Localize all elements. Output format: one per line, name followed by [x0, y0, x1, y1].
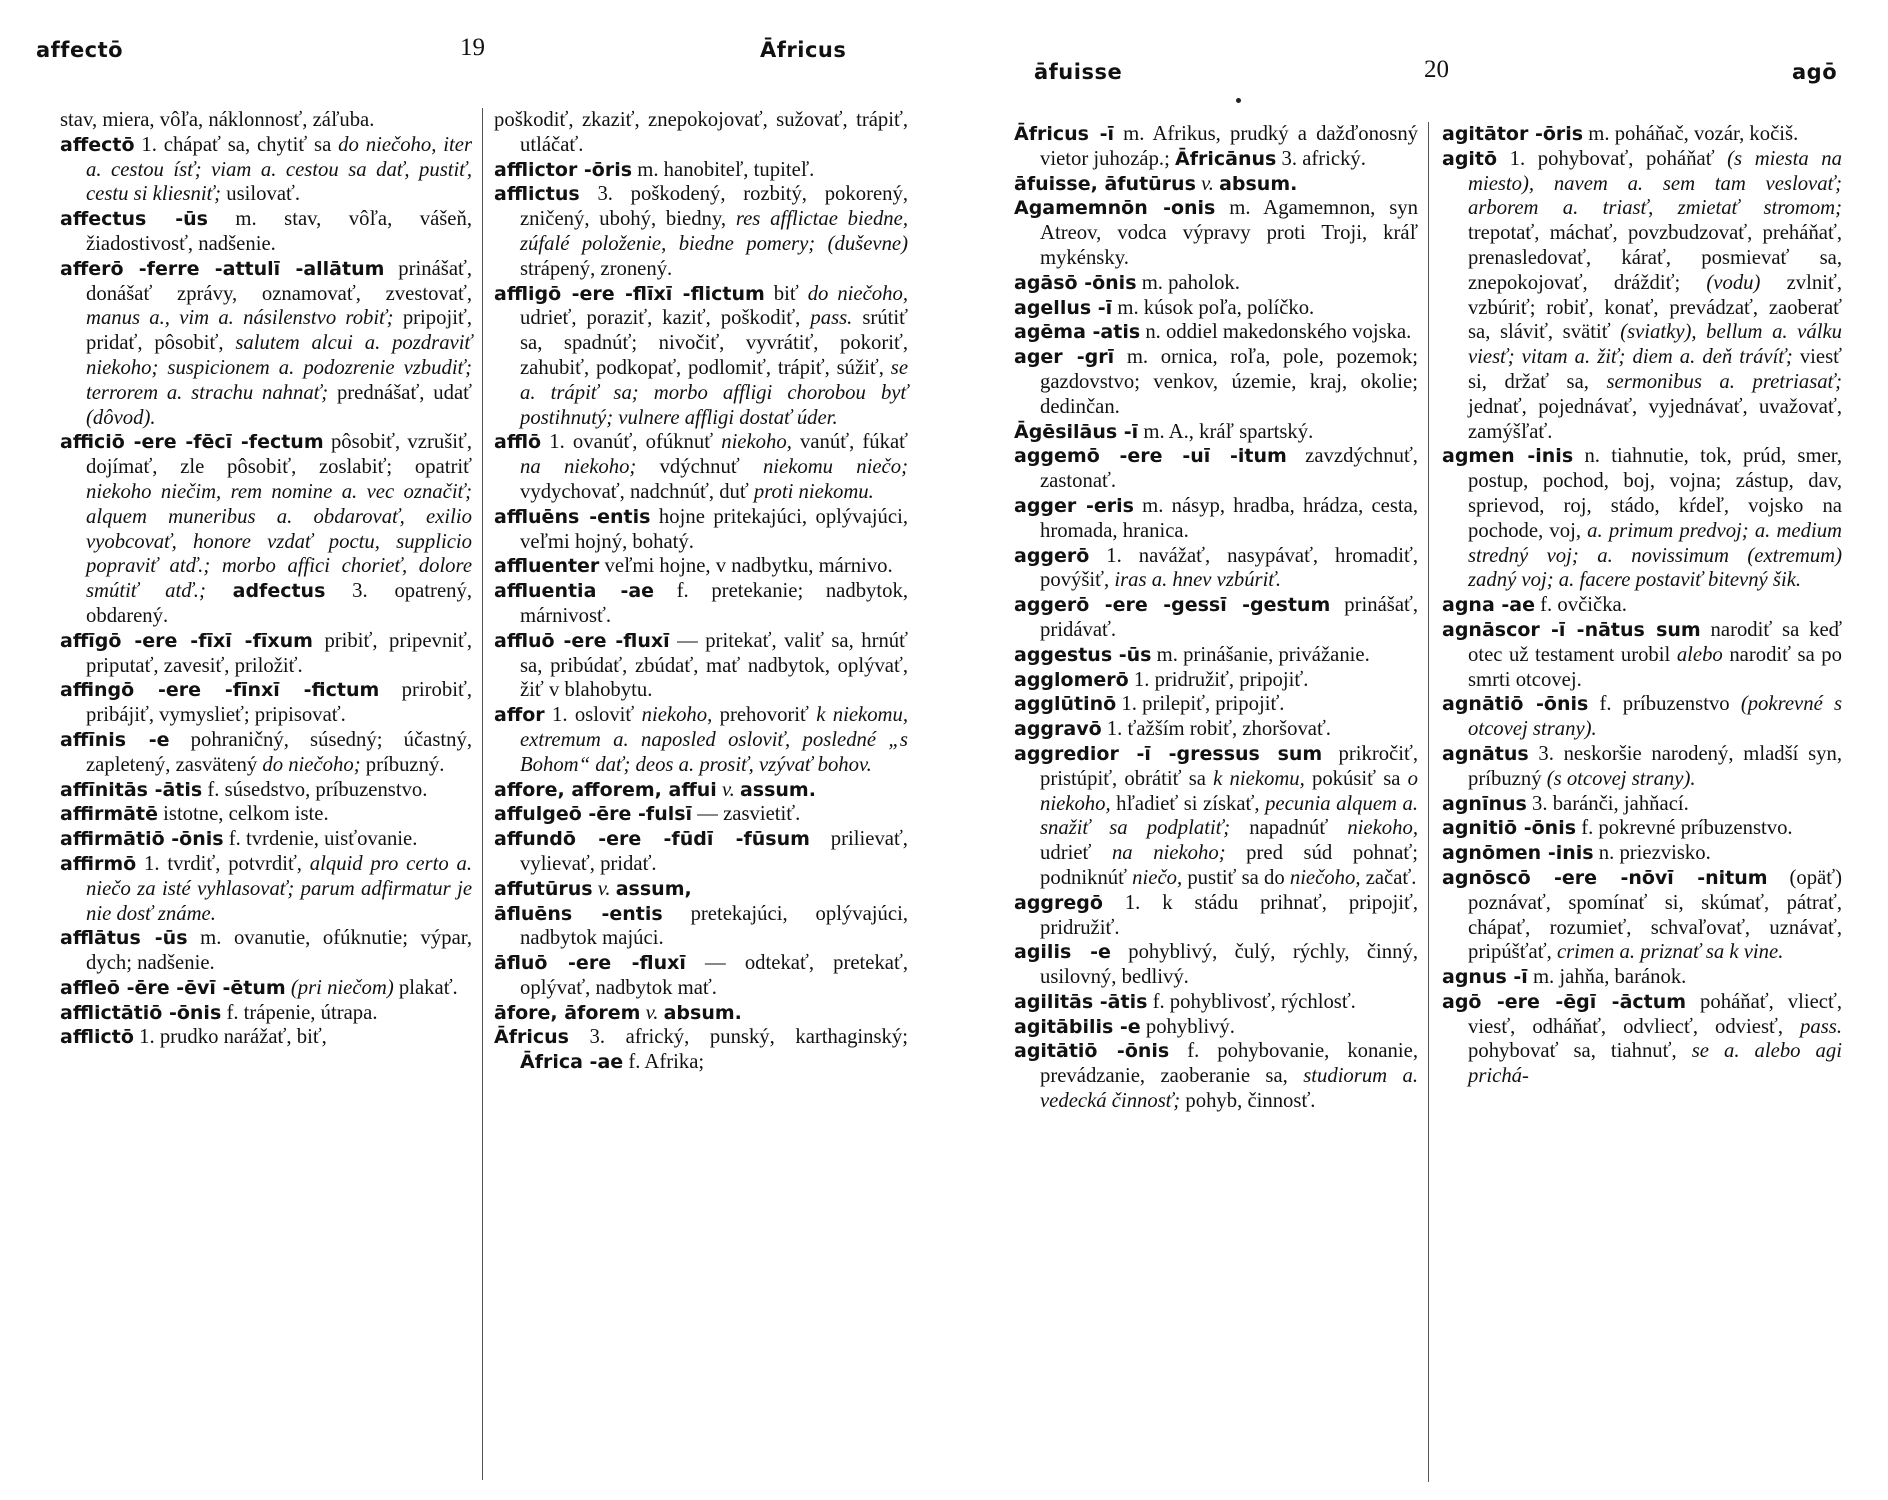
headword: affluentia -ae [494, 580, 655, 603]
print-speck [1236, 98, 1241, 103]
definition-text: m. Afrikus, prudký a dažďonosný vietor juhozáp.; [1040, 123, 1419, 170]
dictionary-entry [1014, 271, 1418, 296]
headword: affīgō -ere -fīxī -fīxum [60, 629, 313, 652]
italic-gloss: niečo, [1132, 866, 1183, 889]
italic-gloss: studiorum a. vedecká činnosť; [1040, 1065, 1419, 1113]
dictionary-entry [1014, 345, 1418, 419]
headword: Āfricus -ī [1014, 123, 1114, 145]
italic-gloss: pass. [1800, 1015, 1842, 1038]
headword: agglomerō [1014, 668, 1129, 691]
dictionary-entry [494, 1001, 908, 1026]
italic-gloss: o niekoho, [1040, 767, 1418, 815]
dictionary-entry [1442, 147, 1842, 445]
definition-text: zavzdýchnuť, zastonať. [1040, 445, 1418, 493]
headword: afflō [494, 431, 542, 454]
dictionary-entry [1442, 965, 1842, 990]
dictionary-entry [1014, 742, 1418, 891]
definition-text: pohyb, činnosť. [1180, 1090, 1316, 1113]
dictionary-entry [1014, 122, 1418, 172]
italic-gloss: k niekomu, extremum a. naposled osloviť, posledné „s Bohom“ dať; deos a. prosiť, vzývať bohov. [520, 704, 909, 776]
headword: Āfrica -ae [520, 1051, 624, 1074]
headword: agger -eris [1014, 494, 1134, 517]
definition-text: udrieť [1040, 842, 1112, 865]
left-page-column-1 [60, 108, 472, 1050]
dictionary-entry [1014, 420, 1418, 445]
headword: affīnis -e [60, 728, 170, 751]
definition-text: pohraničný, súsedný; účastný, zapletený, zasvätený [86, 728, 472, 776]
dictionary-entry [1014, 593, 1418, 643]
column-divider [482, 108, 483, 1480]
definition-text: prehovoriť [712, 704, 817, 727]
italic-gloss: niekoho niečim, rem nomine a. vec označiť; alquem muneribus a. obdarovať, exilio vyobcovať, honore vzdať poctu, supplicio popraviť atď.; morbo affici chorieť, dolore smútiť atď.; [86, 480, 472, 603]
definition-text: príbuzný. [360, 753, 445, 776]
headword: āfuisse, āfutūrus [1014, 172, 1196, 195]
italic-gloss: sermonibus a. pretriasať; [1606, 370, 1843, 393]
definition-text: f. trápenie, útrapa. [221, 1001, 378, 1024]
headword: agitātor -ōris [1442, 123, 1584, 145]
dictionary-entry [60, 678, 472, 728]
definition-text: 1. prudko narážať, biť, [133, 1026, 327, 1049]
headword: afferō -ferre -attulī -allātum [60, 257, 385, 280]
definition-text: vydychovať, nadchnúť, duť [520, 480, 754, 503]
definition-text: n. oddiel makedonského vojska. [1140, 321, 1412, 344]
definition-text: — pritekať, valiť sa, hrnúť sa, pribúdať, zbúdať, mať nadbytok, oplývať, žiť v blahobytu. [520, 629, 908, 702]
definition-text: m. jahňa, baránok. [1527, 966, 1687, 989]
dictionary-entry [1014, 990, 1418, 1015]
headword: agnātus [1442, 742, 1529, 765]
italic-gloss: v. [721, 778, 735, 801]
definition-text: začať. [1360, 866, 1417, 889]
headword: adfectus [232, 580, 326, 603]
dictionary-entry [1014, 692, 1418, 717]
definition-text: 1. pohybovať, poháňať [1497, 147, 1728, 170]
headword: agellus -ī [1014, 296, 1113, 319]
definition-text: 1. osloviť [544, 704, 642, 727]
right-page-column-1 [1014, 122, 1418, 1114]
headword: affluēns -entis [494, 505, 651, 528]
headword: agnus -ī [1442, 966, 1528, 989]
headword: aggredior -ī -gressus sum [1014, 742, 1323, 765]
right-page [944, 0, 1888, 1500]
headword: assum, [615, 877, 692, 900]
italic-gloss: niekoho, [721, 431, 792, 454]
definition-text: vdýchnuť [636, 456, 763, 479]
definition-text: 3. baránči, jahňací. [1526, 792, 1689, 815]
italic-gloss: niekoho, [1347, 817, 1418, 840]
headword: agilitās -ātis [1014, 990, 1148, 1013]
right-page-number: 20 [1424, 56, 1449, 83]
dictionary-entry [494, 827, 908, 877]
definition-text: f. súsedstvo, príbuzenstvo. [202, 778, 428, 801]
headword: afflictor -ōris [494, 158, 633, 181]
italic-gloss: se a. trápiť sa; morbo affligi chorobou byť postihnutý; vulnere affligi dostať úder. [520, 356, 908, 429]
definition-text: f. pokrevné príbuzenstvo. [1576, 817, 1793, 840]
headword: aggestus -ūs [1014, 643, 1152, 666]
dictionary-entry [60, 976, 472, 1001]
dictionary-entry [1014, 320, 1418, 345]
definition-text: 3. africký. [1276, 147, 1366, 170]
definition-text: (opäť) poznávať, spomínať si, skúmať, pátrať, chápať, rozumieť, schvaľovať, uznávať, pripúšťať, [1468, 866, 1842, 964]
dictionary-entry [494, 703, 908, 777]
italic-gloss: (pokrevné s otcovej strany). [1468, 693, 1842, 741]
definition-text: 1. tvrdiť, potvrdiť, [136, 852, 310, 875]
dictionary-entry [494, 430, 908, 504]
definition-text: f. príbuzenstvo [1588, 693, 1741, 716]
left-header-last-word: Āfricus [760, 38, 847, 62]
definition-text: m. prinášanie, privážanie. [1151, 643, 1370, 666]
dictionary-entry [494, 951, 908, 1001]
headword: afflātus -ūs [60, 927, 188, 950]
definition-text: poháňať, vliecť, viesť, odháňať, odvliecť, odviesť, [1468, 990, 1843, 1038]
headword: affore, afforem, affui [494, 778, 717, 801]
headword: affirmō [60, 852, 137, 875]
italic-gloss: (pri niečom) [290, 976, 394, 999]
headword: Agamemnōn -onis [1014, 197, 1216, 220]
definition-text: 1. ťažším robiť, zhoršovať. [1101, 718, 1331, 741]
definition-text: f. pohybovanie, konanie, prevádzanie, zaoberanie sa, [1040, 1040, 1418, 1088]
headword: agnātiō -ōnis [1442, 693, 1589, 716]
italic-gloss: a. primum predvoj; a. medium stredný voj; a. novissimum (extremum) zadný voj; a. facere postaviť bitevný šik. [1468, 519, 1842, 592]
definition-text: pohyblivý. [1140, 1015, 1235, 1038]
definition-text: istotne, celkom iste. [157, 803, 329, 826]
dictionary-entry [60, 728, 472, 778]
definition-text: strápený, zronený. [520, 257, 673, 280]
right-header-last-word: agō [1792, 60, 1838, 84]
definition-text: hľadieť si získať, [1110, 792, 1266, 815]
italic-gloss: k niekomu, [1213, 767, 1305, 790]
italic-gloss: (sviatky), bellum a. válku viesť; vitam a. žiť; diem a. deň trávíť; [1468, 321, 1842, 369]
definition-text: 1. ovanúť, ofúknuť [541, 431, 722, 454]
headword: Āfricānus [1175, 147, 1277, 170]
dictionary-entry [1014, 172, 1418, 197]
left-page-number: 19 [460, 34, 485, 61]
definition-text: 1. k stádu prihnať, pripojiť, pridružiť. [1040, 891, 1418, 939]
dictionary-entry [494, 802, 908, 827]
dictionary-entry [60, 926, 472, 976]
definition-text: prilievať, vylievať, pridať. [520, 828, 908, 875]
headword: agāsō -ōnis [1014, 271, 1137, 294]
headword: agmen -inis [1442, 445, 1574, 468]
italic-gloss: (dôvod). [86, 406, 156, 429]
italic-gloss: do niečoho; [262, 753, 361, 776]
dictionary-entry [494, 629, 908, 703]
dictionary-entry [494, 877, 908, 902]
definition-text: 3. poškodený, rozbitý, pokorený, zničený, ubohý, biedny, [520, 183, 908, 231]
italic-gloss: res afflictae biedne, zúfalé položenie, biedne pomery; (duševne) [520, 208, 908, 255]
headword: affligō -ere -flīxī -flictum [494, 282, 765, 305]
definition-text: veľmi hojne, v nadbytku, márnivo. [599, 555, 893, 578]
headword: agglūtinō [1014, 693, 1117, 716]
dictionary-entry [494, 1025, 908, 1075]
headword: Āfricus [494, 1026, 569, 1049]
definition-text: pribiť, pripevniť, priputať, zavesiť, priložiť. [86, 629, 472, 677]
dictionary-entry [1014, 444, 1418, 494]
definition-text: hojne pritekajúci, oplývajúci, veľmi hojný, bohatý. [520, 505, 908, 553]
headword: affutūrus [494, 877, 593, 900]
definition-text: m. kúsok poľa, políčko. [1112, 296, 1315, 319]
left-header-first-word: affectō [36, 38, 124, 62]
definition-text: f. ovčička. [1534, 594, 1627, 617]
italic-gloss: (s otcovej strany). [1546, 767, 1696, 790]
dictionary-entry [494, 108, 908, 158]
dictionary-entry [494, 554, 908, 579]
dictionary-entry [1442, 792, 1842, 817]
definition-text: m. ornica, roľa, pole, pozemok; gazdovstvo; venkov, územie, kraj, okolie; dedinčan. [1040, 346, 1419, 418]
dictionary-entry [60, 629, 472, 679]
definition-text: plakať. [393, 976, 458, 999]
headword: affīnitās -ātis [60, 778, 203, 801]
definition-text: prinášať, donášať zprávy, oznamovať, zvestovať, [86, 257, 473, 305]
headword: agnīnus [1442, 792, 1527, 815]
definition-text: m. stav, vôľa, vášeň, žiadostivosť, nadšenie. [86, 208, 472, 255]
headword: affulgeō -ēre -fulsī [494, 803, 693, 826]
dictionary-entry [60, 802, 472, 827]
definition-text: m. násyp, hradba, hrádza, cesta, hromada, hranica. [1040, 494, 1419, 542]
definition-text: poškodiť, zkaziť, znepokojovať, sužovať, trápiť, utláčať. [494, 109, 908, 156]
dictionary-entry [60, 257, 472, 431]
headword: agitābilis -e [1014, 1015, 1141, 1038]
dictionary-entry [1014, 296, 1418, 321]
italic-gloss: salutem alcui a. pozdraviť niekoho; suspicionem a. podozrenie vzbudiť; terrorem a. strachu nahnať; [86, 332, 473, 404]
definition-text: trepotať, máchať, povzbudzovať, preháňať, prenasledovať, kárať, posmievať sa, znepokojovať, dráždiť; [1468, 222, 1842, 294]
dictionary-entry [1014, 1015, 1418, 1040]
dictionary-entry [494, 505, 908, 555]
definition-text: m. Agamemnon, syn Atreov, vodca výpravy proti Troji, kráľ mykénsky. [1040, 197, 1418, 269]
headword: affluō -ere -fluxī [494, 629, 670, 652]
headword: agnitiō -ōnis [1442, 817, 1577, 840]
definition-text: f. pretekanie; nadbytok, márnivosť. [520, 580, 909, 627]
dictionary-entry [494, 282, 908, 431]
definition-text [206, 580, 233, 602]
headword: āfluō -ere -fluxī [494, 952, 686, 975]
italic-gloss: niekoho, [641, 704, 713, 727]
definition-text: pokúsiť sa [1304, 767, 1408, 790]
italic-gloss: se a. alebo agi prichá- [1468, 1040, 1842, 1088]
definition-text: prikročiť, pristúpiť, obrátiť sa [1040, 742, 1418, 790]
italic-gloss: do niečoho, iter a. cestou ísť; viam a. cestou sa dať, pustiť, cestu si kliesniť; [86, 133, 472, 206]
right-header-first-word: āfuisse [1034, 60, 1123, 84]
definition-text: vanúť, fúkať [791, 431, 909, 454]
definition-text: viesť si, držať sa, [1468, 346, 1842, 393]
definition-text: n. priezvisko. [1593, 842, 1711, 865]
dictionary-entry [1442, 816, 1842, 841]
dictionary-entry [494, 902, 908, 952]
definition-text: — odtekať, pretekať, oplývať, nadbytok mať. [520, 952, 908, 999]
definition-text: narodiť sa keď otec už testament urobil [1468, 618, 1843, 666]
dictionary-entry [60, 852, 472, 926]
italic-gloss: na niekoho; [520, 456, 637, 479]
italic-gloss: v. [597, 877, 611, 900]
definition-text: 1. pridružiť, pripojiť. [1128, 668, 1309, 691]
headword: agō -ere -ēgī -āctum [1442, 990, 1687, 1013]
definition-text: 3. africký, punský, karthaginský; [568, 1026, 908, 1049]
italic-gloss: (vodu) [1706, 271, 1761, 294]
dictionary-entry [1442, 692, 1842, 742]
definition-text: f. pohyblivosť, rýchlosť. [1147, 990, 1356, 1013]
italic-gloss: v. [1201, 172, 1214, 195]
headword: agna -ae [1442, 594, 1535, 617]
definition-text: 1. navážať, nasypávať, hromadiť, povýšiť, [1040, 544, 1418, 592]
definition-text: pôsobiť, vzrušiť, dojímať, zle pôsobiť, zoslabiť; opatriť [86, 431, 472, 479]
dictionary-entry [1442, 593, 1842, 618]
headword: absum. [1219, 172, 1298, 195]
dictionary-entry [60, 778, 472, 803]
dictionary-entry [1442, 444, 1842, 593]
definition-text: f. tvrdenie, uisťovanie. [223, 828, 418, 851]
headword: aggerō -ere -gessī -gestum [1014, 594, 1331, 617]
dictionary-entry [1442, 742, 1842, 792]
dictionary-entry [1014, 717, 1418, 742]
definition-text: napadnúť [1230, 817, 1348, 840]
headword: āfluēns -entis [494, 902, 663, 925]
headword: agnāscor -ī -nātus sum [1442, 618, 1701, 641]
definition-text: srútiť sa, spadnúť; nivočiť, vyvrátiť, pokoriť, zahubiť, podkopať, podlomiť, trápiť, súžiť, [520, 307, 908, 379]
headword: agnōscō -ere -nōvī -nitum [1442, 866, 1768, 889]
definition-text: pred súd pohnať; podniknúť [1040, 842, 1418, 889]
right-page-column-2 [1442, 122, 1842, 1089]
headword: affleō -ēre -ēvī -ētum [60, 976, 286, 999]
dictionary-entry [1442, 122, 1842, 147]
definition-text: stav, miera, vôľa, náklonnosť, záľuba. [60, 109, 375, 131]
headword: affectō [60, 133, 135, 156]
dictionary-entry [60, 827, 472, 852]
italic-gloss: niečoho, [1289, 866, 1361, 889]
definition-text: jednať, pojednávať, vyjednávať, uvažovať, zamýšľať. [1468, 395, 1842, 443]
headword: afflictus [494, 183, 580, 206]
dictionary-entry [494, 158, 908, 183]
dictionary-entry [60, 1025, 472, 1050]
italic-gloss: manus a., vim a. násilenstvo robiť; [86, 307, 394, 330]
dictionary-entry [1014, 544, 1418, 594]
italic-gloss: (s miesta na miesto), navem a. sem tam veslovať; arborem a. triasť, zmietať stromom; [1468, 147, 1842, 220]
definition-text: 3. neskoršie narodený, mladší syn, príbuzný [1468, 742, 1842, 790]
definition-text: f. Afrika; [623, 1051, 705, 1074]
headword: aggravō [1014, 718, 1102, 741]
italic-gloss: iras a. hnev vzbúriť. [1114, 569, 1282, 592]
definition-text: zvlniť, vzbúriť; robiť, konať, prevádzať, zaoberať sa, sláviť, svätiť [1468, 271, 1842, 344]
dictionary-entry [60, 108, 472, 133]
definition-text: usilovať. [221, 183, 301, 206]
italic-gloss: na niekoho; [1111, 842, 1226, 865]
dictionary-entry [1014, 494, 1418, 544]
headword: afflictō [60, 1026, 134, 1049]
dictionary-entry [60, 1001, 472, 1026]
definition-text: m. A., kráľ spartský. [1138, 420, 1314, 443]
dictionary-entry [1442, 990, 1842, 1089]
headword: agēma -atis [1014, 321, 1141, 344]
definition-text: pripojiť, pridať, pôsobiť, [86, 307, 472, 355]
definition-text: m. hanobiteľ, tupiteľ. [632, 158, 815, 181]
dictionary-entry [60, 430, 472, 628]
dictionary-entry [60, 207, 472, 257]
definition-text: pretekajúci, oplývajúci, nadbytok majúci. [520, 902, 908, 950]
italic-gloss: proti niekomu. [753, 480, 874, 503]
dictionary-entry [1014, 668, 1418, 693]
headword: affectus -ūs [60, 208, 208, 231]
headword: afficiō -ere -fēcī -fectum [60, 431, 324, 454]
dictionary-entry [60, 133, 472, 207]
dictionary-entry [1014, 891, 1418, 941]
definition-text: narodiť sa po smrti otcovej. [1468, 643, 1842, 691]
dictionary-entry [1014, 196, 1418, 270]
headword: affingō -ere -fīnxī -fictum [60, 679, 380, 702]
headword: affirmātē [60, 803, 158, 826]
headword: aggemō -ere -uī -itum [1014, 445, 1287, 468]
definition-text: pustiť sa do [1182, 866, 1290, 889]
italic-gloss: alquid pro certo a. niečo za isté vyhlasovať; parum adfirmatur je nie dosť známe. [86, 852, 472, 925]
italic-gloss: pecunia alquem a. snažiť sa podplatiť; [1040, 792, 1419, 840]
headword: afflictātiō -ōnis [60, 1001, 222, 1024]
dictionary-entry [1014, 940, 1418, 990]
italic-gloss: pass. [810, 307, 853, 330]
headword: agilis -e [1014, 941, 1111, 964]
headword: aggregō [1014, 891, 1103, 914]
headword: agitātiō -ōnis [1014, 1040, 1170, 1063]
dictionary-entry [1442, 841, 1842, 866]
dictionary-entry [494, 182, 908, 281]
definition-text: 1. prilepiť, pripojiť. [1116, 693, 1285, 716]
definition-text: pohybovať sa, tiahnuť, [1468, 1040, 1692, 1063]
definition-text: m. poháňač, vozár, kočiš. [1583, 123, 1799, 145]
definition-text: pohyblivý, čulý, rýchly, činný, usilovný, bedlivý. [1040, 941, 1418, 989]
definition-text: m. paholok. [1136, 271, 1240, 294]
headword: assum. [739, 778, 816, 801]
headword: affor [494, 704, 545, 727]
definition-text: prednášať, udať [328, 381, 472, 404]
italic-gloss: alebo [1676, 643, 1723, 666]
italic-gloss: v. [645, 1001, 659, 1024]
definition-text: biť [764, 282, 808, 305]
dictionary-entry [494, 579, 908, 629]
headword: agnōmen -inis [1442, 842, 1594, 865]
headword: affirmātiō -ōnis [60, 828, 224, 851]
definition-text: m. ovanutie, ofúknutie; výpar, dych; nadšenie. [86, 927, 472, 975]
headword: aggerō [1014, 544, 1090, 567]
definition-text: 3. opatrený, obdarený. [86, 580, 472, 627]
headword: affluenter [494, 555, 600, 578]
italic-gloss: crimen a. priznať sa k vine. [1556, 941, 1784, 964]
definition-text: udrieť, poraziť, kaziť, poškodiť, [520, 307, 811, 330]
headword: ager -grī [1014, 346, 1115, 369]
dictionary-entry [1442, 618, 1842, 692]
definition-text: — zasvietiť. [692, 803, 801, 826]
headword: āfore, āforem [494, 1001, 641, 1024]
definition-text: prirobiť, pribájiť, vymyslieť; pripisovať. [86, 679, 472, 727]
column-divider [1428, 122, 1429, 1482]
dictionary-entry [1014, 643, 1418, 668]
italic-gloss: do niečoho, [807, 282, 908, 305]
dictionary-entry [494, 778, 908, 803]
definition-text: prinášať, pridávať. [1040, 594, 1419, 641]
italic-gloss: niekomu niečo; [762, 456, 908, 479]
headword: absum. [663, 1001, 742, 1024]
headword: Āgēsilāus -ī [1014, 420, 1139, 443]
dictionary-entry [1442, 866, 1842, 965]
definition-text: n. tiahnutie, tok, prúd, smer, postup, pochod, boj, vojna; zástup, dav, sprievod, roj, stádo, kŕdeľ, vojsko na pochode, voj, [1468, 445, 1842, 542]
headword: affundō -ere -fūdī -fūsum [494, 828, 810, 851]
left-page-column-2 [494, 108, 908, 1075]
dictionary-entry [1014, 1039, 1418, 1113]
definition-text: 1. chápať sa, chytiť sa [134, 133, 339, 156]
headword: agitō [1442, 147, 1498, 170]
